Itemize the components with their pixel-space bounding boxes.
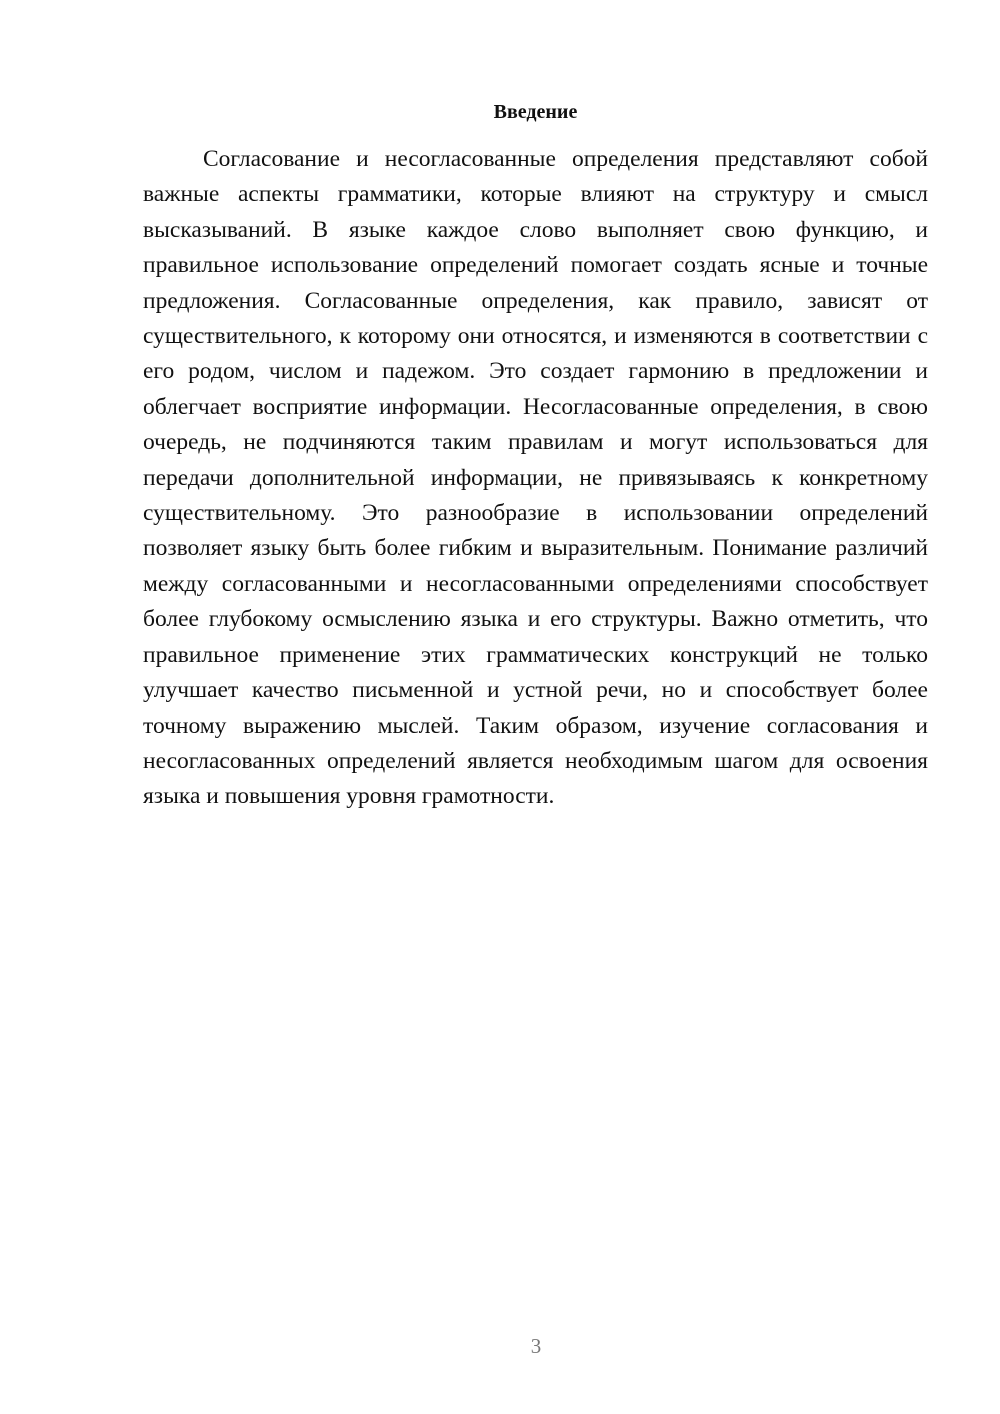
- page-number: 3: [530, 1334, 542, 1358]
- section-title: Введение: [493, 101, 578, 123]
- body-paragraph: Согласование и несогласованные определения представляют собой важные аспекты грамматики, которые влияют на структуру и смысл высказываний. В языке каждое слово выполняет свою функцию, и правильное использование определений помогает создать ясные и точные предложения. Согласованные определения, как правило, зависят от существительного, к которому они относятся, и изменяются в соответствии с его родом, числом и падежом. Это создает гармонию в предложении и облегчает восприятие информации. Несогласованные определения, в свою очередь, не подчиняются таким правилам и могут использоваться для передачи дополнительной информации, не привязываясь к конкретному существительному. Это разнообразие в использовании определений позволяет языку быть более гибким и выразительным. Понимание различий между согласованными и несогласованными определениями способствует более глубокому осмыслению языка и его структуры. Важно отметить, что правильное применение этих грамматических конструкций не только улучшает качество письменной и устной речи, но и способствует более точному выражению мыслей. Таким образом, изучение согласования и несогласованных определений является необходимым шагом для освоения языка и повышения уровня грамотности.: [143, 146, 928, 810]
